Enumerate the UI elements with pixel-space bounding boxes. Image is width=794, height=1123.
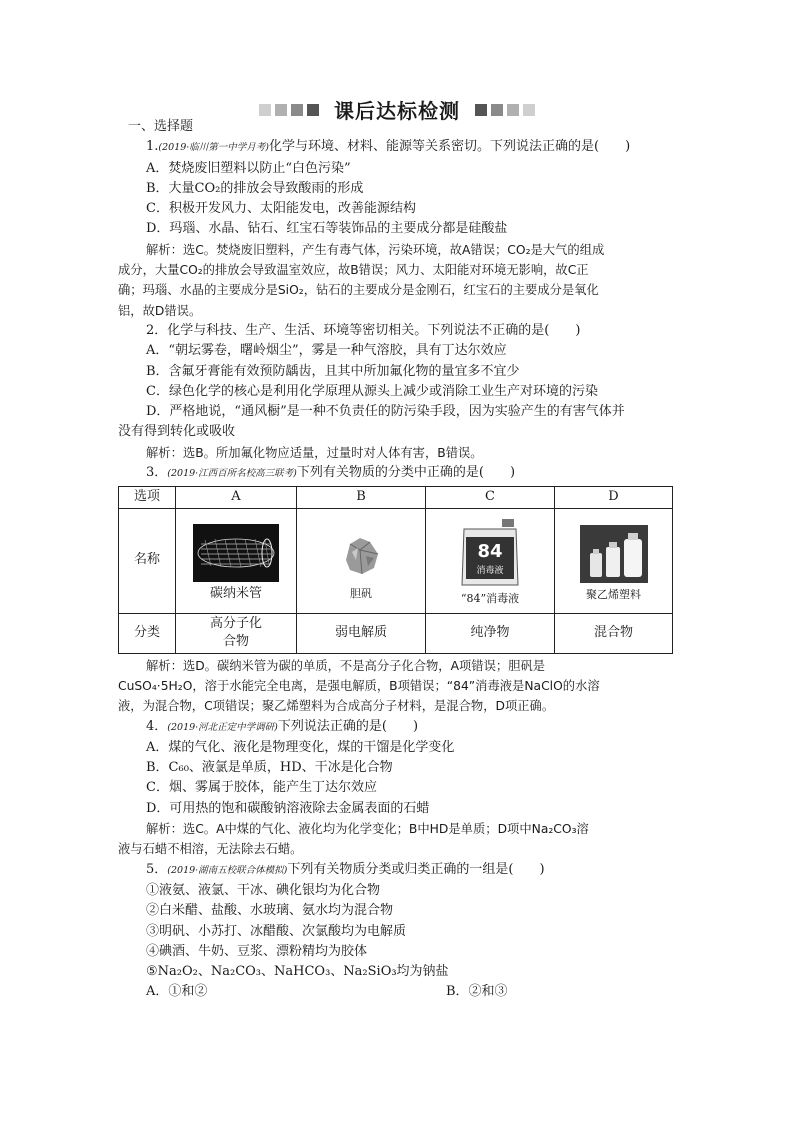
q5-item: ④碘酒、牛奶、豆浆、漂粉精均为胶体	[146, 943, 368, 959]
row-label-name: 名称	[119, 508, 176, 613]
question-content	[118, 117, 678, 1003]
class-cell: 弱电解质	[297, 613, 426, 653]
q5-item: ②白米醋、盐酸、水玻璃、氨水均为混合物	[146, 903, 394, 919]
q5-item: ①液氨、液氯、干冰、碘化银均为化合物	[146, 882, 381, 898]
class-cell	[176, 613, 297, 653]
q2-option-d-cont: 没有得到转化或吸收	[118, 424, 236, 440]
q2-option-b: B．含氟牙膏能有效预防龋齿，且其中所加氟化物的量宜多不宜少	[146, 363, 520, 379]
q5-item: ⑤Na₂O₂、Na₂CO₃、NaHCO₃、Na₂SiO₃均为钠盐	[146, 964, 449, 980]
q1-analysis-line: 确；玛瑙、水晶的主要成分是SiO₂，钻石的主要成分是金刚石，红宝石的主要成分是氧化	[118, 283, 599, 298]
table-header-cell: D	[555, 487, 673, 508]
q3-stem-text: 下列有关物质的分类中正确的是( )	[296, 465, 516, 481]
section-heading: 一、选择题	[128, 119, 194, 134]
cell-blue-vitriol	[297, 508, 426, 613]
q4-stem-text: 下列说法正确的是( )	[277, 718, 419, 734]
table-header-cell: B	[297, 487, 426, 508]
plastic-bottles-image	[580, 525, 648, 583]
name-cell: “84”消毒液	[460, 592, 520, 606]
q1-option-a: A．焚烧废旧塑料以防止“白色污染”	[146, 160, 351, 176]
q5-source: (2019·湖南五校联合体模拟)	[167, 864, 288, 876]
title-square	[491, 104, 503, 116]
q5-number: 5．	[146, 861, 168, 877]
q2-analysis: 解析：选B。所加氟化物应适量，过量时对人体有害，B错误。	[146, 445, 483, 460]
q5-options-row	[118, 982, 678, 1002]
q2-stem: 2．化学与科技、生产、生活、环境等密切相关。下列说法不正确的是( )	[146, 322, 581, 338]
page-title: 课后达标检测	[334, 99, 460, 123]
cell-carbon-nanotube	[176, 508, 297, 613]
row-label-class: 分类	[119, 613, 176, 653]
q1-stem-text: 化学与环境、材料、能源等关系密切。下列说法正确的是( )	[269, 139, 631, 155]
q3-source: (2019·江西百所名校高三联考)	[167, 468, 297, 480]
table-header-cell: A	[176, 487, 297, 508]
q4-option-a: A．煤的气化、液化是物理变化，煤的干馏是化学变化	[146, 739, 455, 755]
q1-analysis-line: 解析：选C。焚烧废旧塑料，产生有毒气体，污染环境，故A错误；CO₂是大气的组成	[146, 242, 605, 257]
jug-label-text: 消毒液	[476, 566, 504, 577]
class-cell: 纯净物	[426, 613, 555, 653]
q2-option-a: A．“朝坛雾卷，曙岭烟尘”，雾是一种气溶胶，具有丁达尔效应	[146, 343, 507, 359]
q3-analysis-line: CuSO₄·5H₂O，溶于水能完全电离，是强电解质，B项错误；“84”消毒液是NaClO的水溶	[118, 678, 600, 693]
q4-analysis-line: 液与石蜡不相溶，无法除去石蜡。	[118, 842, 303, 857]
name-cell: 聚乙烯塑料	[586, 588, 641, 602]
q1-source: (2019·临川第一中学月考)	[158, 142, 270, 154]
name-cell: 胆矾	[350, 587, 372, 601]
q5-stem-text: 下列有关物质分类或归类正确的一组是( )	[287, 861, 545, 877]
title-square	[259, 104, 271, 116]
q2-option-c: C．绿色化学的核心是利用化学原理从源头上减少或消除工业生产对环境的污染	[146, 383, 598, 399]
q5-option-a: A．①和②	[146, 984, 208, 1000]
cell-polyethylene	[555, 508, 673, 613]
carbon-nanotube-image	[193, 524, 279, 582]
jug-label-number: 84	[477, 541, 503, 563]
q1-option-b: B．大量CO₂的排放会导致酸雨的形成	[146, 180, 364, 196]
disinfectant-jug-image	[458, 517, 522, 587]
q2-option-d: D．严格地说，“通风橱”是一种不负责任的防污染手段，因为实验产生的有害气体并	[146, 404, 625, 420]
title-square	[275, 104, 287, 116]
q5-stem	[118, 860, 678, 881]
classification-table	[118, 486, 673, 653]
q3-analysis-line: 解析：选D。碳纳米管为碳的单质，不是高分子化合物，A项错误；胆矾是	[146, 658, 546, 673]
q5-item: ③明矾、小苏打、冰醋酸、次氯酸均为电解质	[146, 923, 407, 939]
q4-option-d: D．可用热的饱和碳酸钠溶液除去金属表面的石蜡	[146, 800, 430, 816]
q4-option-b: B．C₆₀、液氯是单质，HD、干冰是化合物	[146, 760, 393, 776]
q4-number: 4．	[146, 718, 168, 734]
q1-option-d: D．玛瑙、水晶、钻石、红宝石等装饰品的主要成分都是硅酸盐	[146, 221, 508, 237]
cell-disinfectant	[426, 508, 555, 613]
q4-option-c: C．烟、雾属于胶体，能产生丁达尔效应	[146, 780, 377, 796]
q1-analysis-line: 铝，故D错误。	[118, 303, 202, 318]
title-square	[307, 104, 319, 116]
q4-source: (2019·河北正定中学调研)	[167, 721, 278, 733]
title-square	[475, 104, 487, 116]
blue-vitriol-image	[336, 530, 386, 580]
q3-analysis-line: 液，为混合物，C项错误；聚乙烯塑料为合成高分子材料，是混合物，D项正确。	[118, 699, 555, 714]
class-cell: 混合物	[555, 613, 673, 653]
q5-option-b: B．②和③	[446, 984, 508, 1000]
q1-number: 1.	[146, 139, 159, 155]
q4-stem	[118, 717, 678, 738]
q3-stem	[118, 463, 678, 484]
title-square	[291, 104, 303, 116]
q4-analysis-line: 解析：选C。A中煤的气化、液化均为化学变化；B中HD是单质；D项中Na₂CO₃溶	[146, 822, 589, 837]
table-header-cell: 选项	[119, 487, 176, 508]
name-cell: 碳纳米管	[209, 586, 262, 602]
class-text: 高分子化合物	[209, 616, 262, 650]
q1-analysis-line: 成分，大量CO₂的排放会导致温室效应，故B错误；风力、太阳能对环境无影响，故C正	[118, 263, 589, 278]
title-square	[523, 104, 535, 116]
q1-option-c: C．积极开发风力、太阳能发电，改善能源结构	[146, 201, 416, 217]
title-square	[507, 104, 519, 116]
q1-stem	[118, 137, 678, 158]
q3-number: 3．	[146, 465, 168, 481]
table-header-cell: C	[426, 487, 555, 508]
